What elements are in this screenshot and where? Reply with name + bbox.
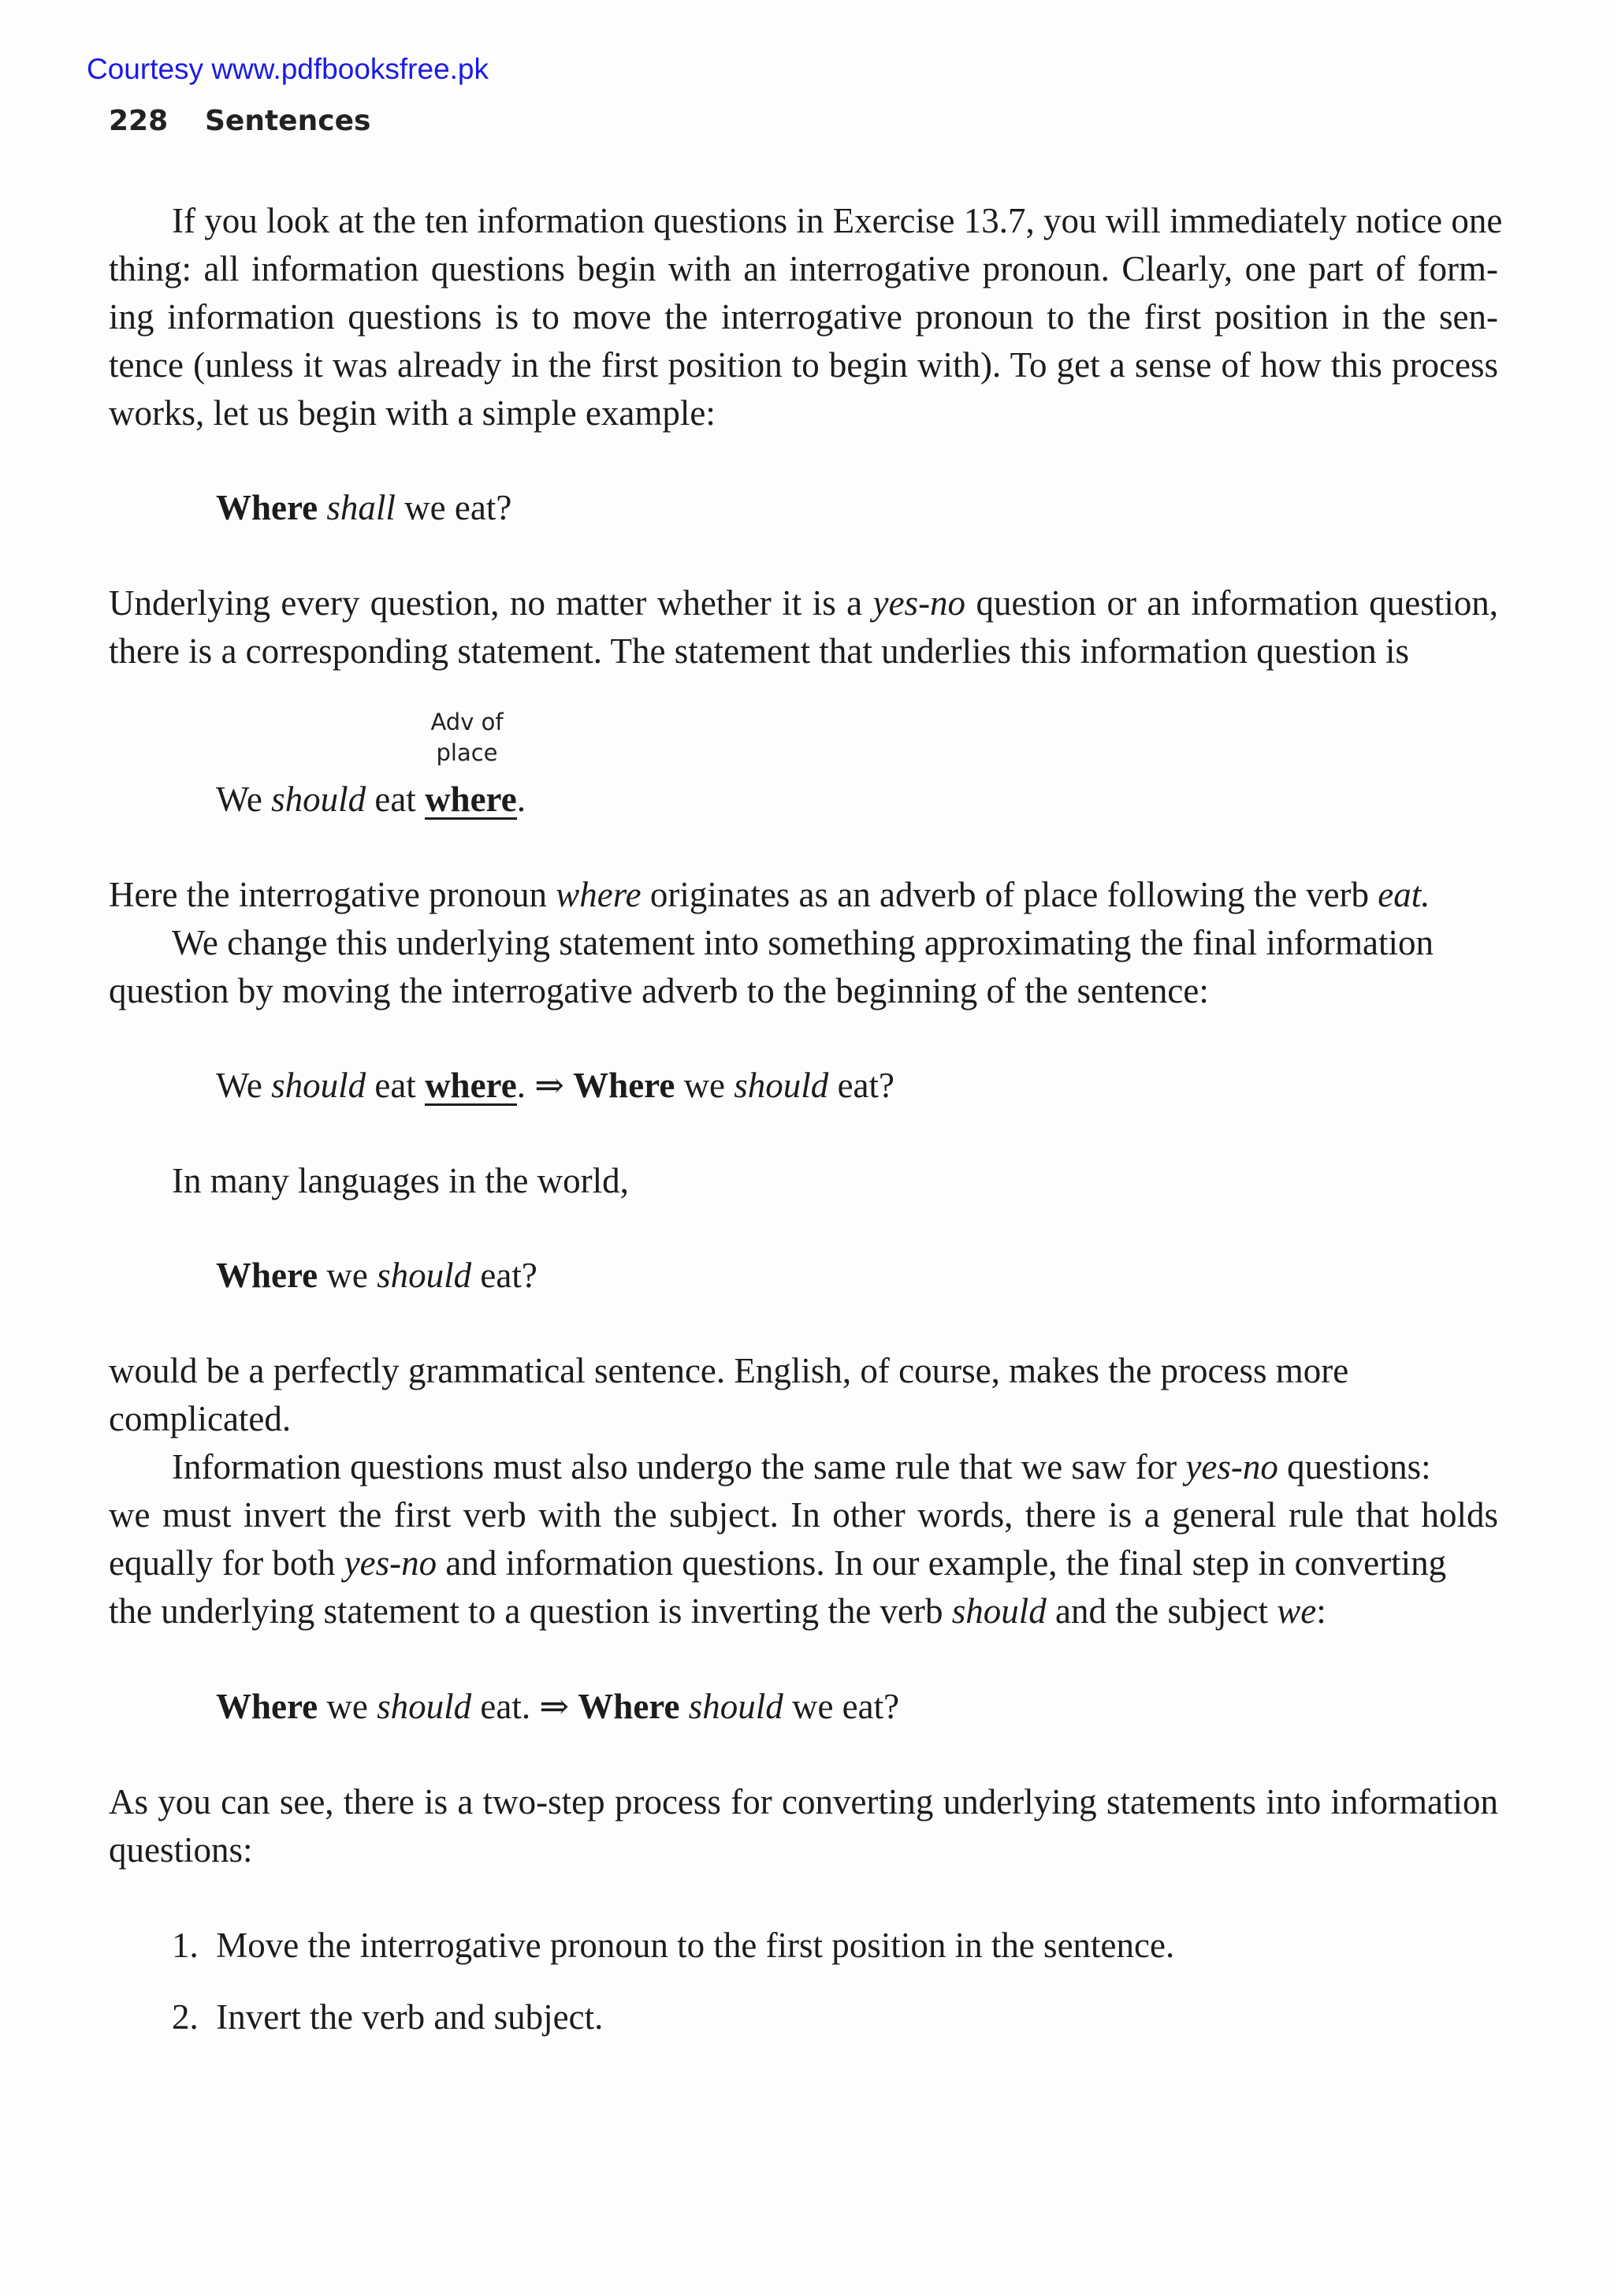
ex2-period: . — [516, 780, 526, 819]
ex1-rest: we eat? — [404, 488, 512, 527]
para2-yesno: yes-no — [872, 583, 966, 623]
watermark-link[interactable]: Courtesy www.pdfbooksfree.pk — [87, 53, 489, 85]
para7-line3 — [109, 1541, 1446, 1585]
example-4 — [216, 1253, 537, 1297]
annotation-line2: place — [436, 739, 498, 766]
ex5-should2: should — [688, 1687, 783, 1726]
example-3 — [216, 1063, 894, 1107]
para3-eat: eat. — [1378, 875, 1430, 914]
annotation-line1: Adv of — [430, 709, 504, 735]
para2-text-b: question or an information question, — [965, 583, 1498, 623]
ex3-eat2: eat? — [837, 1066, 894, 1105]
ex4-where: Where — [216, 1256, 318, 1295]
para5-line1: In many languages in the world, — [172, 1161, 629, 1200]
ex2-eat: eat — [374, 780, 416, 819]
ex3-eat: eat — [374, 1066, 416, 1105]
para2-text-a: Underlying every question, no matter whether it is a — [109, 583, 873, 623]
ex1-shall: shall — [326, 488, 396, 527]
ex4-we: we — [326, 1256, 368, 1295]
para1-line4: tence (unless it was already in the first position to begin with). To get a sense of how this process — [109, 345, 1498, 385]
ex3-where: Where — [573, 1066, 675, 1105]
para8-line2: questions: — [109, 1830, 253, 1870]
ex5-we: we — [326, 1687, 368, 1726]
ex5-rest: we eat? — [791, 1687, 900, 1726]
para6-line2: complicated. — [109, 1399, 292, 1438]
para8-line1: As you can see, there is a two-step process for converting underlying statements into information — [109, 1782, 1498, 1822]
ex3-we2: we — [683, 1066, 726, 1105]
ex4-eat: eat? — [480, 1256, 537, 1295]
step-text: Invert the verb and subject. — [216, 1997, 604, 2037]
step-number: 2. — [172, 1997, 199, 2037]
para3-line1 — [109, 873, 1430, 917]
para4-line1: We change this underlying statement into something approximating the final information — [172, 923, 1434, 962]
para4-line2: question by moving the interrogative adverb to the beginning of the sentence: — [109, 971, 1209, 1010]
ex2-we: We — [216, 780, 262, 819]
step-number: 1. — [172, 1926, 199, 1965]
example-2 — [216, 777, 526, 821]
ex5-arrow: eat. ⇒ — [480, 1687, 570, 1726]
ex3-should: should — [271, 1066, 366, 1105]
para1-line2: thing: all information questions begin with an interrogative pronoun. Clearly, one part of form- — [109, 249, 1498, 288]
ex3-we: We — [216, 1066, 262, 1105]
para7-l3-a: equally for both — [109, 1543, 344, 1583]
ex2-where-underlined: where — [425, 780, 517, 819]
para3-where: where — [556, 875, 642, 914]
example-5 — [216, 1684, 899, 1729]
para7-l4-we: we — [1277, 1591, 1317, 1631]
para7-text-a: Information questions must also undergo the same rule that we saw for — [172, 1447, 1186, 1487]
para1-line1: If you look at the ten information questions in Exercise 13.7, you will immediately notice one — [172, 201, 1503, 240]
ex1-where: Where — [216, 488, 318, 527]
ex5-should: should — [377, 1687, 472, 1726]
para7-line4 — [109, 1589, 1326, 1633]
ex5-where: Where — [216, 1687, 318, 1726]
ex3-where-underlined: where — [425, 1066, 517, 1105]
para7-l4-c: : — [1316, 1591, 1326, 1631]
list-item — [172, 1923, 1174, 1967]
para7-l3-b: and information questions. In our example, the final step in converting — [437, 1543, 1447, 1583]
para7-line2: we must invert the first verb with the subject. In other words, there is a general rule that holds — [109, 1495, 1498, 1535]
page-number: 228 — [109, 105, 169, 137]
step-text: Move the interrogative pronoun to the first position in the sentence. — [216, 1926, 1175, 1965]
para3-text-b: originates as an adverb of place following the verb — [641, 875, 1378, 914]
running-header — [109, 102, 370, 140]
ex5-where2: Where — [578, 1687, 680, 1726]
para7-l3-yesno: yes-no — [344, 1543, 437, 1583]
para7-yesno: yes-no — [1185, 1447, 1278, 1487]
para2-line2: there is a corresponding statement. The statement that underlies this information question is — [109, 631, 1410, 671]
para7-l4-a: the underlying statement to a question is inverting the verb — [109, 1591, 952, 1631]
adverb-annotation — [418, 707, 516, 768]
para6-line1: would be a perfectly grammatical sentence. English, of course, makes the process more — [109, 1351, 1349, 1390]
para7-text-b: questions: — [1277, 1447, 1431, 1487]
ex3-should2: should — [734, 1066, 829, 1105]
para7-l4-should: should — [951, 1591, 1047, 1631]
para2-line1 — [109, 581, 1498, 625]
para1-line3: ing information questions is to move the interrogative pronoun to the first position in the sen- — [109, 297, 1498, 337]
para7-l4-b: and the subject — [1046, 1591, 1277, 1631]
para3-text-a: Here the interrogative pronoun — [109, 875, 556, 914]
ex4-should: should — [377, 1256, 472, 1295]
example-1 — [216, 486, 511, 530]
ex3-arrow: . ⇒ — [516, 1066, 564, 1105]
list-item — [172, 1995, 603, 2039]
section-title: Sentences — [205, 105, 371, 137]
para1-line5: works, let us begin with a simple example: — [109, 393, 716, 433]
para7-line1 — [172, 1445, 1431, 1489]
ex2-should: should — [271, 780, 366, 819]
